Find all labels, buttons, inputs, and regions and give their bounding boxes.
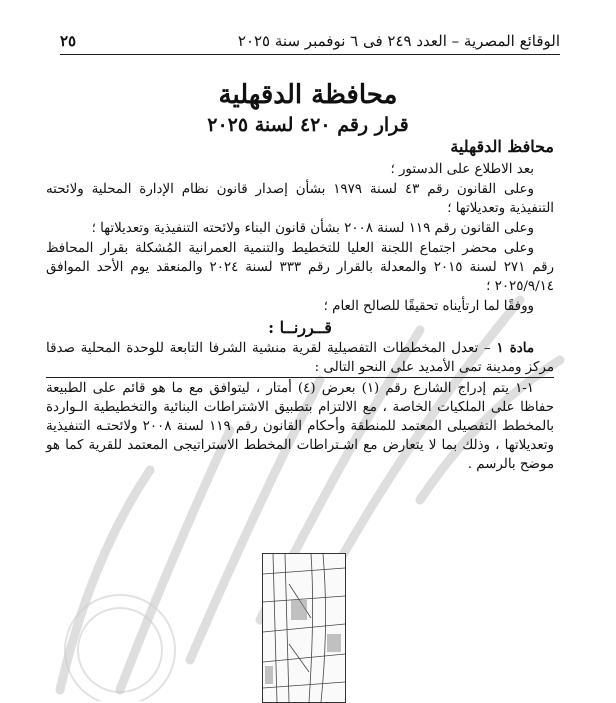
- preamble-paragraph: ووفقًا لما ارتأيناه تحقيقًا للصالح العام ؛: [323, 299, 534, 314]
- article-text: – تعدل المخططات التفصيلية لقرية منشية الشرفا التابعة للوحدة المحلية صدقا مركز ومدينة تمى الأمديد على النحو التالى :: [46, 341, 554, 375]
- issuing-authority: محافظ الدقهلية: [450, 137, 554, 156]
- decree-body: [46, 160, 554, 475]
- gazette-issue-title: الوقائع المصرية – العدد ٢٤٩ فى ٦ نوفمبر سنة ٢٠٢٥: [237, 32, 560, 50]
- preamble-paragraph: وعلى القانون رقم ٤٣ لسنة ١٩٧٩ بشأن إصدار قانون نظام الإدارة المحلية ولائحته التنفيذية وتعديلاتها ؛: [46, 182, 554, 216]
- page-number: ٢٥: [60, 32, 77, 50]
- preamble-paragraph: وعلى القانون رقم ١١٩ لسنة ٢٠٠٨ بشأن قانون البناء ولائحته التنفيذية وتعديلاتها ؛: [91, 221, 534, 236]
- clause-1-1: ١-١ يتم إدراج الشارع رقم (١) بعرض (٤) أمتار ، ليتوافق مع ما هو قائم على الطبيعة حفاظا على الملكيات الخاصة ، مع الالتزام بتطبيق الاشتراطات البنائية والتخطيطية الـواردة بالمخطط التفصيلى المعتمد للمنطقة وأحكام القانون رقم ١١٩ لسنة ٢٠٠٨ ولائحتـه التنفيذية وتعديلاتها ، وذلك بما لا يتعارض مع اشـتراطات المخطط الاستراتيجى المعتمد للقرية كما هو موضح بالرسم .: [46, 381, 555, 472]
- article-label: مادة ١: [496, 340, 534, 356]
- preamble-paragraph: بعد الاطلاع على الدستور ؛: [390, 162, 534, 177]
- page-header: [60, 32, 560, 55]
- decree-title: قرار رقم ٤٢٠ لسنة ٢٠٢٥: [207, 114, 409, 136]
- governorate-title: محافظة الدقهلية: [218, 80, 398, 110]
- preamble-paragraph: وعلى محضر اجتماع اللجنة العليا للتخطيط والتنمية العمرانية المُشكلة بقرار المحافظ رقم ٢٧١ لسنة ٢٠١٥ والمعدلة بالقرار رقم ٣٣٣ لسنة ٢٠٢٤ والمنعقد يوم الأحد الموافق ٢٠٢٥/٩/١٤ ؛: [46, 241, 555, 294]
- decided-heading: قــررنــا :: [268, 318, 332, 337]
- article-1: [46, 339, 554, 378]
- village-plan-drawing: [262, 553, 346, 703]
